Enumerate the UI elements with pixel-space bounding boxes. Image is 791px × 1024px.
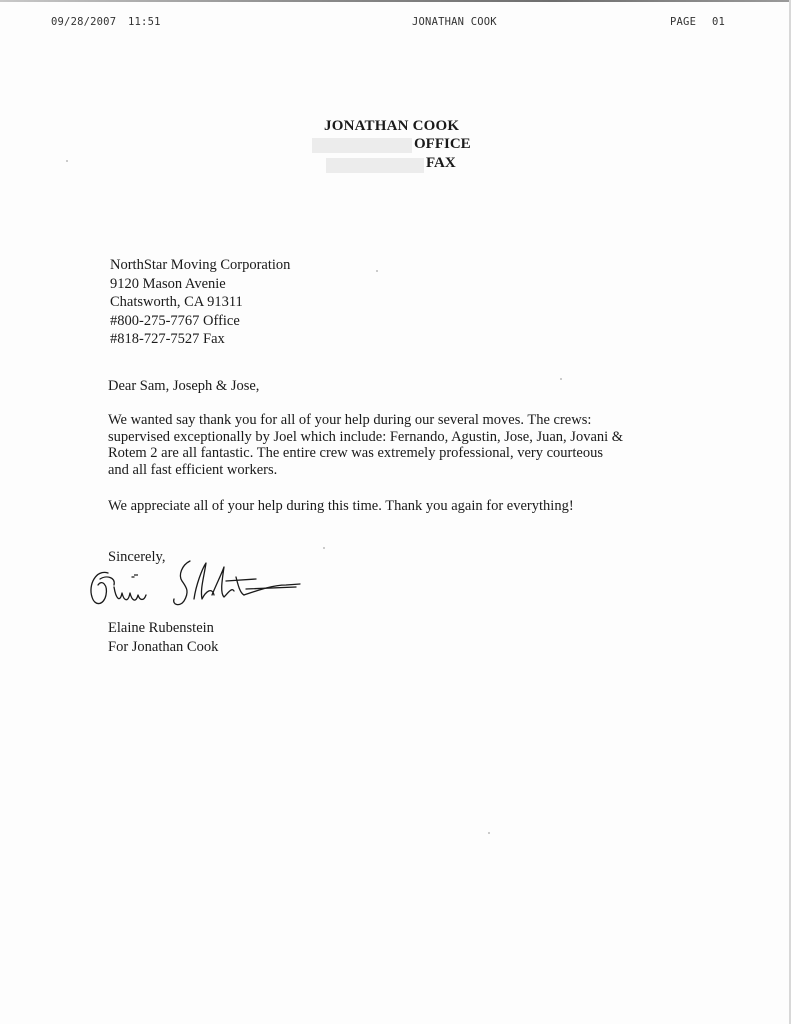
recipient-address — [110, 256, 290, 349]
fax-time: 11:51 — [128, 16, 161, 28]
scan-speck — [323, 547, 325, 549]
body-line: and all fast efficient workers. — [108, 461, 278, 478]
scan-speck — [488, 832, 490, 834]
closing: Sincerely, — [108, 549, 166, 565]
redacted-office-number — [312, 138, 412, 153]
fax-date: 09/28/2007 — [51, 16, 117, 28]
scan-edge-top — [0, 0, 791, 2]
salutation: Dear Sam, Joseph & Jose, — [108, 378, 260, 394]
recipient-company: NorthStar Moving Corporation — [110, 257, 291, 273]
signer-block — [108, 619, 218, 656]
scan-speck — [560, 378, 562, 380]
body-line: Rotem 2 are all fantastic. The entire crew was extremely professional, very courteous — [108, 445, 603, 461]
handwritten-signature-icon — [86, 555, 301, 615]
recipient-street: 9120 Mason Avenie — [110, 275, 226, 292]
fax-page-number: 01 — [712, 16, 726, 28]
redacted-fax-number — [326, 158, 424, 173]
body-paragraph-1 — [108, 412, 668, 478]
recipient-office-phone: #800-275-7767 Office — [110, 312, 240, 329]
letterhead — [300, 118, 500, 178]
letterhead-name: JONATHAN COOK — [324, 118, 460, 134]
fax-sender: JONATHAN COOK — [412, 16, 497, 28]
recipient-city-state-zip: Chatsworth, CA 91311 — [110, 294, 243, 310]
scan-speck — [66, 160, 68, 162]
signer-on-behalf: For Jonathan Cook — [108, 638, 219, 655]
scan-speck — [376, 270, 378, 272]
body-line: We wanted say thank you for all of your help during our several moves. The crews: — [108, 412, 592, 428]
body-line: We appreciate all of your help during this time. Thank you again for everything! — [108, 498, 574, 514]
fax-page-label: PAGE — [670, 16, 697, 28]
signer-name: Elaine Rubenstein — [108, 620, 214, 636]
letterhead-office-label: OFFICE — [414, 136, 471, 152]
body-line: supervised exceptionally by Joel which include: Fernando, Agustin, Jose, Juan, Jovani & — [108, 428, 624, 445]
body-paragraph-2 — [108, 498, 668, 515]
recipient-fax-phone: #818-727-7527 Fax — [110, 331, 225, 347]
fax-transmission-header — [0, 16, 791, 32]
letterhead-fax-label: FAX — [426, 155, 456, 171]
